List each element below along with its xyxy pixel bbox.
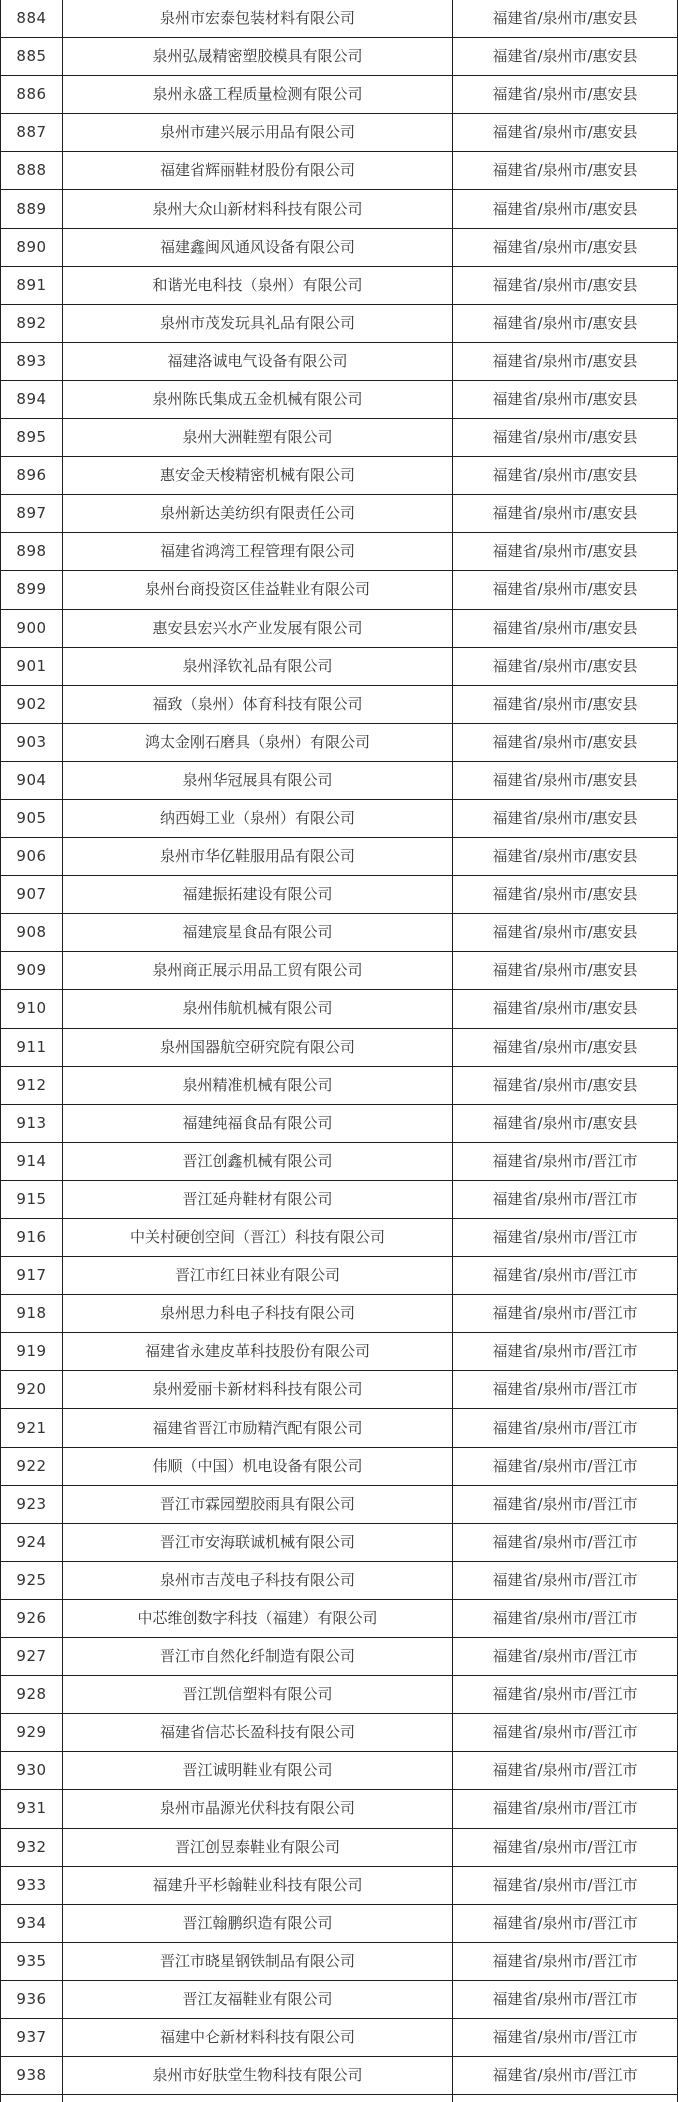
row-number-cell: 916 xyxy=(0,1219,63,1257)
company-name-cell: 泉州泽钦礼品有限公司 xyxy=(63,648,453,686)
company-name-cell: 晋江延舟鞋材有限公司 xyxy=(63,1181,453,1219)
region-cell: 福建省/泉州市/惠安县 xyxy=(453,38,678,76)
company-name-cell: 晋江友福鞋业有限公司 xyxy=(63,1981,453,2019)
row-number-cell: 917 xyxy=(0,1257,63,1295)
company-name-cell: 晋江市晓星钢铁制品有限公司 xyxy=(63,1943,453,1981)
region-cell: 福建省/泉州市/惠安县 xyxy=(453,305,678,343)
row-number-cell: 888 xyxy=(0,152,63,190)
company-name-cell xyxy=(63,2095,453,2102)
region-cell: 福建省/泉州市/惠安县 xyxy=(453,1029,678,1067)
company-name-cell: 泉州弘晟精密塑胶模具有限公司 xyxy=(63,38,453,76)
row-number-cell xyxy=(0,2095,63,2102)
row-number-cell: 895 xyxy=(0,419,63,457)
region-cell: 福建省/泉州市/晋江市 xyxy=(453,1676,678,1714)
row-number-cell: 892 xyxy=(0,305,63,343)
row-number-cell: 931 xyxy=(0,1790,63,1828)
region-cell: 福建省/泉州市/晋江市 xyxy=(453,1181,678,1219)
region-cell: 福建省/泉州市/晋江市 xyxy=(453,1752,678,1790)
company-name-cell: 福建中仑新材料科技有限公司 xyxy=(63,2019,453,2057)
company-name-cell: 泉州思力科电子科技有限公司 xyxy=(63,1295,453,1333)
row-number-cell: 886 xyxy=(0,76,63,114)
region-cell: 福建省/泉州市/惠安县 xyxy=(453,495,678,533)
row-number-cell: 922 xyxy=(0,1448,63,1486)
region-cell: 福建省/泉州市/晋江市 xyxy=(453,1562,678,1600)
region-cell: 福建省/泉州市/惠安县 xyxy=(453,648,678,686)
region-cell: 福建省/泉州市/惠安县 xyxy=(453,457,678,495)
row-number-cell: 915 xyxy=(0,1181,63,1219)
row-number-cell: 924 xyxy=(0,1524,63,1562)
company-name-cell: 惠安县宏兴水产业发展有限公司 xyxy=(63,610,453,648)
region-cell: 福建省/泉州市/惠安县 xyxy=(453,571,678,609)
region-cell: 福建省/泉州市/惠安县 xyxy=(453,686,678,724)
company-name-cell: 纳西姆工业（泉州）有限公司 xyxy=(63,800,453,838)
region-cell: 福建省/泉州市/晋江市 xyxy=(453,1295,678,1333)
company-name-cell: 福建洛诚电气设备有限公司 xyxy=(63,343,453,381)
region-cell: 福建省/泉州市/惠安县 xyxy=(453,0,678,38)
company-name-cell: 晋江凯信塑料有限公司 xyxy=(63,1676,453,1714)
company-name-cell: 福建纯福食品有限公司 xyxy=(63,1105,453,1143)
row-number-cell: 898 xyxy=(0,533,63,571)
region-cell: 福建省/泉州市/晋江市 xyxy=(453,1638,678,1676)
company-name-cell: 泉州华冠展具有限公司 xyxy=(63,762,453,800)
row-number-cell: 909 xyxy=(0,952,63,990)
row-number-cell: 906 xyxy=(0,838,63,876)
row-number-cell: 918 xyxy=(0,1295,63,1333)
region-cell: 福建省/泉州市/惠安县 xyxy=(453,610,678,648)
region-cell: 福建省/泉州市/晋江市 xyxy=(453,2057,678,2095)
row-number-cell: 896 xyxy=(0,457,63,495)
region-cell: 福建省/泉州市/晋江市 xyxy=(453,1714,678,1752)
region-cell: 福建省/泉州市/惠安县 xyxy=(453,762,678,800)
company-name-cell: 福建省鸿湾工程管理有限公司 xyxy=(63,533,453,571)
row-number-cell: 928 xyxy=(0,1676,63,1714)
region-cell: 福建省/泉州市/晋江市 xyxy=(453,1219,678,1257)
region-cell: 福建省/泉州市/晋江市 xyxy=(453,1409,678,1447)
region-cell: 福建省/泉州市/惠安县 xyxy=(453,533,678,571)
region-cell: 福建省/泉州市/惠安县 xyxy=(453,914,678,952)
company-name-cell: 福建省辉丽鞋材股份有限公司 xyxy=(63,152,453,190)
row-number-cell: 938 xyxy=(0,2057,63,2095)
region-cell: 福建省/泉州市/惠安县 xyxy=(453,838,678,876)
row-number-cell: 925 xyxy=(0,1562,63,1600)
company-name-cell: 福建振拓建设有限公司 xyxy=(63,876,453,914)
company-name-cell: 晋江创鑫机械有限公司 xyxy=(63,1143,453,1181)
company-name-cell: 泉州永盛工程质量检测有限公司 xyxy=(63,76,453,114)
company-name-cell: 福建宸星食品有限公司 xyxy=(63,914,453,952)
row-number-cell: 936 xyxy=(0,1981,63,2019)
company-name-cell: 泉州商正展示用品工贸有限公司 xyxy=(63,952,453,990)
region-cell: 福建省/泉州市/惠安县 xyxy=(453,381,678,419)
row-number-cell: 903 xyxy=(0,724,63,762)
row-number-cell: 911 xyxy=(0,1029,63,1067)
row-number-cell: 930 xyxy=(0,1752,63,1790)
region-cell: 福建省/泉州市/晋江市 xyxy=(453,1486,678,1524)
region-cell: 福建省/泉州市/晋江市 xyxy=(453,1371,678,1409)
region-cell: 福建省/泉州市/晋江市 xyxy=(453,1524,678,1562)
company-name-cell: 福建省晋江市励精汽配有限公司 xyxy=(63,1409,453,1447)
row-number-cell: 889 xyxy=(0,190,63,228)
row-number-cell: 893 xyxy=(0,343,63,381)
company-name-cell: 福建省信芯长盈科技有限公司 xyxy=(63,1714,453,1752)
company-name-cell: 泉州国器航空研究院有限公司 xyxy=(63,1029,453,1067)
company-name-cell: 惠安金天梭精密机械有限公司 xyxy=(63,457,453,495)
row-number-cell: 907 xyxy=(0,876,63,914)
row-number-cell: 885 xyxy=(0,38,63,76)
row-number-cell: 891 xyxy=(0,267,63,305)
row-number-cell: 905 xyxy=(0,800,63,838)
company-name-cell: 福建升平杉翰鞋业科技有限公司 xyxy=(63,1867,453,1905)
company-name-cell: 福建鑫闽风通风设备有限公司 xyxy=(63,229,453,267)
company-name-cell: 泉州市好肤堂生物科技有限公司 xyxy=(63,2057,453,2095)
row-number-cell: 900 xyxy=(0,610,63,648)
region-cell: 福建省/泉州市/惠安县 xyxy=(453,1067,678,1105)
row-number-cell: 932 xyxy=(0,1829,63,1867)
company-name-cell: 晋江翰鹏织造有限公司 xyxy=(63,1905,453,1943)
region-cell: 福建省/泉州市/惠安县 xyxy=(453,990,678,1028)
row-number-cell: 921 xyxy=(0,1409,63,1447)
company-name-cell: 泉州精准机械有限公司 xyxy=(63,1067,453,1105)
row-number-cell: 910 xyxy=(0,990,63,1028)
region-cell: 福建省/泉州市/晋江市 xyxy=(453,1257,678,1295)
row-number-cell: 914 xyxy=(0,1143,63,1181)
row-number-cell: 897 xyxy=(0,495,63,533)
company-name-cell: 中关村硬创空间（晋江）科技有限公司 xyxy=(63,1219,453,1257)
region-cell: 福建省/泉州市/晋江市 xyxy=(453,1981,678,2019)
region-cell: 福建省/泉州市/晋江市 xyxy=(453,1333,678,1371)
region-cell: 福建省/泉州市/惠安县 xyxy=(453,876,678,914)
row-number-cell: 904 xyxy=(0,762,63,800)
company-name-cell: 晋江创昱泰鞋业有限公司 xyxy=(63,1829,453,1867)
region-cell: 福建省/泉州市/惠安县 xyxy=(453,1105,678,1143)
region-cell: 福建省/泉州市/晋江市 xyxy=(453,1867,678,1905)
region-cell: 福建省/泉州市/惠安县 xyxy=(453,152,678,190)
company-name-cell: 晋江市自然化纤制造有限公司 xyxy=(63,1638,453,1676)
region-cell: 福建省/泉州市/惠安县 xyxy=(453,76,678,114)
company-name-cell: 伟顺（中国）机电设备有限公司 xyxy=(63,1448,453,1486)
company-name-cell: 晋江市红日袜业有限公司 xyxy=(63,1257,453,1295)
company-name-cell: 泉州陈氏集成五金机械有限公司 xyxy=(63,381,453,419)
row-number-cell: 899 xyxy=(0,571,63,609)
company-name-cell: 泉州爱丽卡新材料科技有限公司 xyxy=(63,1371,453,1409)
company-name-cell: 福建省永建皮革科技股份有限公司 xyxy=(63,1333,453,1371)
row-number-cell: 901 xyxy=(0,648,63,686)
row-number-cell: 887 xyxy=(0,114,63,152)
row-number-cell: 933 xyxy=(0,1867,63,1905)
row-number-cell: 923 xyxy=(0,1486,63,1524)
region-cell: 福建省/泉州市/晋江市 xyxy=(453,1829,678,1867)
row-number-cell: 919 xyxy=(0,1333,63,1371)
region-cell: 福建省/泉州市/晋江市 xyxy=(453,1143,678,1181)
region-cell: 福建省/泉州市/晋江市 xyxy=(453,1448,678,1486)
region-cell: 福建省/泉州市/晋江市 xyxy=(453,1600,678,1638)
region-cell: 福建省/泉州市/惠安县 xyxy=(453,343,678,381)
company-name-cell: 泉州市宏泰包装材料有限公司 xyxy=(63,0,453,38)
company-name-cell: 泉州台商投资区佳益鞋业有限公司 xyxy=(63,571,453,609)
row-number-cell: 927 xyxy=(0,1638,63,1676)
company-name-cell: 泉州市华亿鞋服用品有限公司 xyxy=(63,838,453,876)
region-cell: 福建省/泉州市/晋江市 xyxy=(453,1905,678,1943)
company-name-cell: 和谐光电科技（泉州）有限公司 xyxy=(63,267,453,305)
company-name-cell: 泉州市建兴展示用品有限公司 xyxy=(63,114,453,152)
row-number-cell: 934 xyxy=(0,1905,63,1943)
company-name-cell: 泉州新达美纺织有限责任公司 xyxy=(63,495,453,533)
company-name-cell: 泉州大洲鞋塑有限公司 xyxy=(63,419,453,457)
region-cell xyxy=(453,2095,678,2102)
company-name-cell: 晋江市霖园塑胶雨具有限公司 xyxy=(63,1486,453,1524)
row-number-cell: 926 xyxy=(0,1600,63,1638)
company-name-cell: 泉州市茂发玩具礼品有限公司 xyxy=(63,305,453,343)
row-number-cell: 913 xyxy=(0,1105,63,1143)
region-cell: 福建省/泉州市/晋江市 xyxy=(453,1943,678,1981)
row-number-cell: 920 xyxy=(0,1371,63,1409)
region-cell: 福建省/泉州市/惠安县 xyxy=(453,724,678,762)
region-cell: 福建省/泉州市/晋江市 xyxy=(453,2019,678,2057)
row-number-cell: 890 xyxy=(0,229,63,267)
company-name-cell: 泉州伟航机械有限公司 xyxy=(63,990,453,1028)
company-name-cell: 晋江市安海联诚机械有限公司 xyxy=(63,1524,453,1562)
region-cell: 福建省/泉州市/惠安县 xyxy=(453,114,678,152)
company-name-cell: 泉州市晶源光伏科技有限公司 xyxy=(63,1790,453,1828)
company-name-cell: 晋江诚明鞋业有限公司 xyxy=(63,1752,453,1790)
row-number-cell: 937 xyxy=(0,2019,63,2057)
row-number-cell: 912 xyxy=(0,1067,63,1105)
region-cell: 福建省/泉州市/晋江市 xyxy=(453,1790,678,1828)
row-number-cell: 929 xyxy=(0,1714,63,1752)
region-cell: 福建省/泉州市/惠安县 xyxy=(453,800,678,838)
company-name-cell: 中芯维创数字科技（福建）有限公司 xyxy=(63,1600,453,1638)
region-cell: 福建省/泉州市/惠安县 xyxy=(453,267,678,305)
row-number-cell: 884 xyxy=(0,0,63,38)
region-cell: 福建省/泉州市/惠安县 xyxy=(453,419,678,457)
region-cell: 福建省/泉州市/惠安县 xyxy=(453,952,678,990)
row-number-cell: 894 xyxy=(0,381,63,419)
row-number-cell: 908 xyxy=(0,914,63,952)
region-cell: 福建省/泉州市/惠安县 xyxy=(453,190,678,228)
company-name-cell: 福致（泉州）体育科技有限公司 xyxy=(63,686,453,724)
company-name-cell: 泉州市吉茂电子科技有限公司 xyxy=(63,1562,453,1600)
company-name-cell: 泉州大众山新材料科技有限公司 xyxy=(63,190,453,228)
row-number-cell: 902 xyxy=(0,686,63,724)
row-number-cell: 935 xyxy=(0,1943,63,1981)
region-cell: 福建省/泉州市/惠安县 xyxy=(453,229,678,267)
company-name-cell: 鸿太金刚石磨具（泉州）有限公司 xyxy=(63,724,453,762)
